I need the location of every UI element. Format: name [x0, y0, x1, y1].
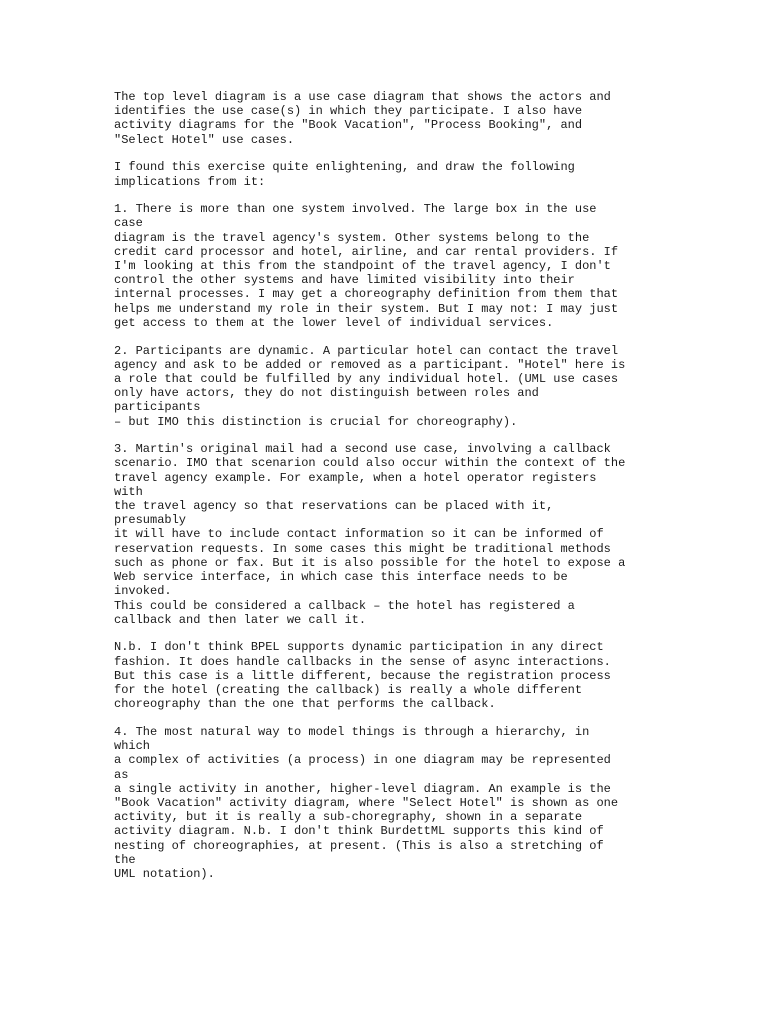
paragraph-implications-intro: I found this exercise quite enlightening, and draw the following implications from it: [114, 160, 575, 189]
paragraph-point-3: 3. Martin's original mail had a second use case, involving a callback scenario. IMO that scenarion could also occur within the context of the travel agency example. For example, when a hotel operator registers with the travel agency so that reservations can be placed with it, presumably it will have to include contact information so it can be informed of reservation requests. In some cases this might be traditional methods such as phone or fax. But it is also possible for the hotel to expose a Web service interface, in which case this interface needs to be invoked. This could be considered a callback – the hotel has registered a callback and then later we call it. [114, 442, 626, 627]
paragraph-note-bpel: N.b. I don't think BPEL supports dynamic participation in any direct fashion. It does handle callbacks in the sense of async interactions. But this case is a little different, because the registration process for the hotel (creating the callback) is really a whole different choreography than the one that performs the callback. [114, 640, 611, 712]
paragraph-point-4: 4. The most natural way to model things is through a hierarchy, in which a complex of activities (a process) in one diagram may be represented as a single activity in another, higher-level diagram. An example is the "Book Vacation" activity diagram, where "Select Hotel" is shown as one activity, but it is really a sub-choregraphy, shown in a separate activity diagram. N.b. I don't think BurdettML supports this kind of nesting of choreographies, at present. (This is also a stretching of the UML notation). [114, 724, 619, 881]
paragraph-point-1: 1. There is more than one system involved. The large box in the use case diagram is the travel agency's system. Other systems belong to the credit card processor and hotel, airline, and car rental providers. If I'm looking at this from the standpoint of the travel agency, I don't control the other systems and have limited visibility into their internal processes. I may get a choreography definition from them that helps me understand my role in their system. But I may not: I may just get access to them at the lower level of individual services. [114, 202, 619, 330]
paragraph-point-2: 2. Participants are dynamic. A particular hotel can contact the travel agency and ask to be added or removed as a participant. "Hotel" here is a role that could be fulfilled by any individual hotel. (UML use cases only have actors, they do not distinguish between roles and participants – but IMO this distinction is crucial for choreography). [114, 343, 626, 429]
paragraph-intro: The top level diagram is a use case diagram that shows the actors and identifies the use case(s) in which they participate. I also have activity diagrams for the "Book Vacation", "Process Booking", and "Select Hotel" use cases. [114, 90, 611, 147]
document-page [114, 90, 659, 895]
